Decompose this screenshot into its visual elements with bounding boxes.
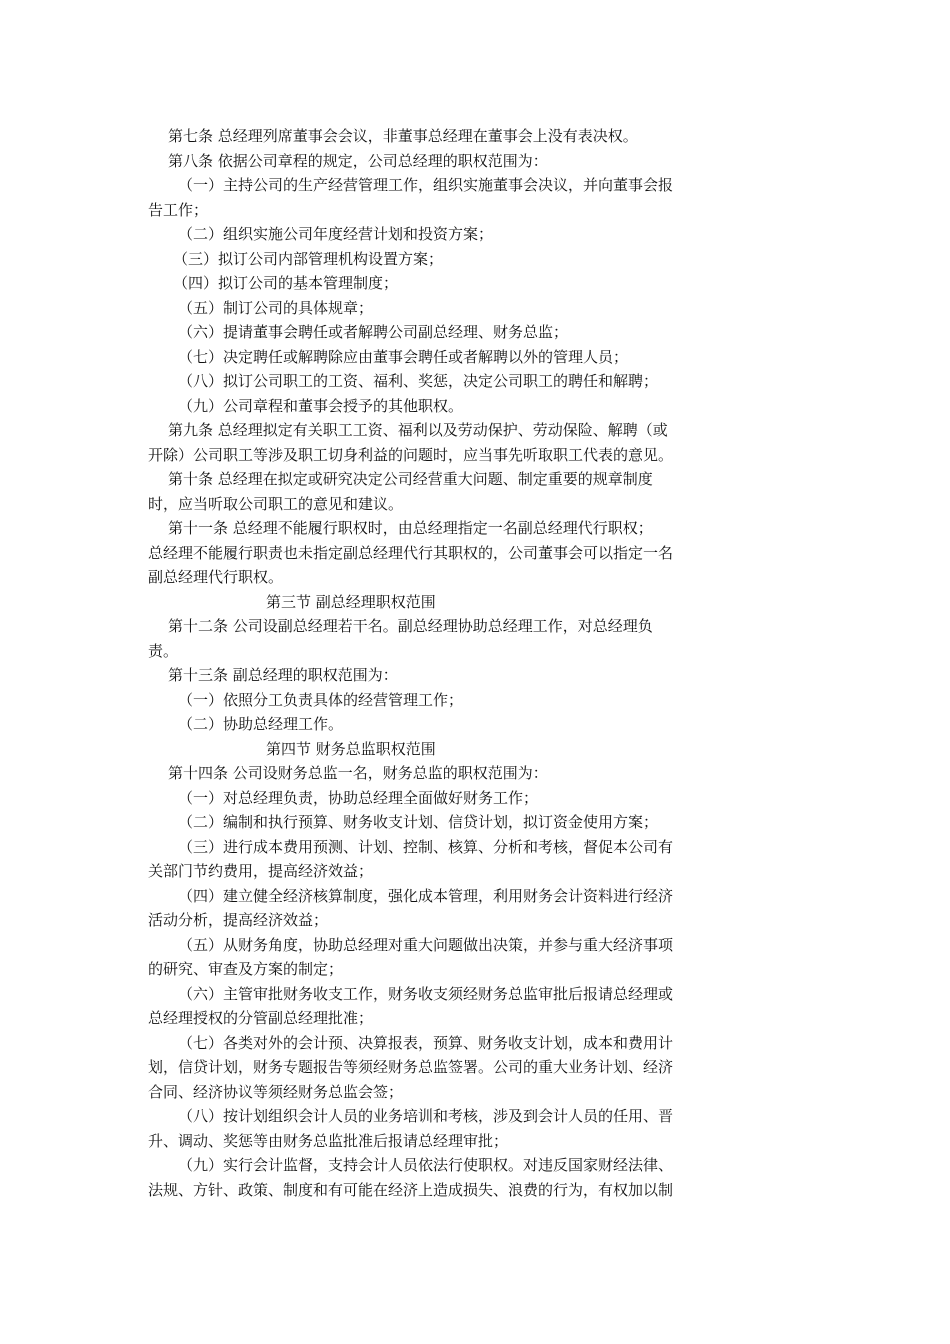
text-line: 法规、方针、政策、制度和有可能在经济上造成损失、浪费的行为，有权加以制 <box>148 1180 674 1199</box>
text-line: （七）决定聘任或解聘除应由董事会聘任或者解聘以外的管理人员； <box>178 347 629 366</box>
text-line: 升、调动、奖惩等由财务总监批准后报请总经理审批； <box>148 1131 509 1150</box>
text-line: （二）协助总经理工作。 <box>178 715 344 733</box>
text-line: 总经理授权的分管副总经理批准； <box>148 1009 374 1027</box>
text-line: （八）按计划组织会计人员的业务培训和考核，涉及到会计人员的任用、晋 <box>178 1107 674 1125</box>
document-page <box>148 124 748 1202</box>
text-line: （一）对总经理负责，协助总经理全面做好财务工作； <box>178 788 539 807</box>
text-line: 第八条 依据公司章程的规定，公司总经理的职权范围为： <box>168 151 548 170</box>
text-line: 第九条 总经理拟定有关职工工资、福利以及劳动保护、劳动保险、解聘（或 <box>168 421 668 439</box>
text-line: （二）组织实施公司年度经营计划和投资方案； <box>178 225 494 243</box>
text-line: 总经理不能履行职责也未指定副总经理代行其职权的，公司董事会可以指定一名 <box>148 543 674 562</box>
text-line: 活动分析，提高经济效益； <box>148 911 329 929</box>
text-line: 第十一条 总经理不能履行职权时，由总经理指定一名副总经理代行职权； <box>168 519 653 537</box>
text-line: （三）进行成本费用预测、计划、控制、核算、分析和考核，督促本公司有 <box>178 837 674 856</box>
text-line: （四）拟订公司的基本管理制度； <box>173 274 399 292</box>
text-line: （九）公司章程和董事会授予的其他职权。 <box>178 396 464 415</box>
text-line: 告工作； <box>148 200 209 219</box>
text-line: （六）主管审批财务收支工作，财务收支须经财务总监审批后报请总经理或 <box>178 984 674 1003</box>
text-line: 合同、经济协议等须经财务总监会签； <box>148 1082 404 1101</box>
text-line: （六）提请董事会聘任或者解聘公司副总经理、财务总监； <box>178 323 569 341</box>
text-line: （八）拟订公司职工的工资、福利、奖惩，决定公司职工的聘任和解聘； <box>178 372 659 390</box>
text-line: 第十三条 副总经理的职权范围为： <box>168 666 398 684</box>
text-line: 关部门节约费用，提高经济效益； <box>148 862 374 880</box>
text-line: （四）建立健全经济核算制度，强化成本管理，利用财务会计资料进行经济 <box>178 886 674 905</box>
text-line: （一）依照分工负责具体的经营管理工作； <box>178 690 464 709</box>
text-line: 划，信贷计划，财务专题报告等须经财务总监签署。公司的重大业务计划、经济 <box>148 1058 674 1076</box>
text-line: 第十条 总经理在拟定或研究决定公司经营重大问题、制定重要的规章制度 <box>168 470 653 488</box>
text-line: （五）从财务角度，协助总经理对重大问题做出决策，并参与重大经济事项 <box>178 935 674 954</box>
text-line: （九）实行会计监督，支持会计人员依法行使职权。对违反国家财经法律、 <box>178 1156 674 1174</box>
text-line: 第十四条 公司设财务总监一名，财务总监的职权范围为： <box>168 764 548 782</box>
text-line: （五）制订公司的具体规章； <box>178 298 374 317</box>
text-line: 开除）公司职工等涉及职工切身利益的问题时，应当事先听取职工代表的意见。 <box>148 445 674 464</box>
text-line: （一）主持公司的生产经营管理工作，组织实施董事会决议，并向董事会报 <box>178 176 674 194</box>
text-line: 的研究、审查及方案的制定； <box>148 960 344 978</box>
text-line: （七）各类对外的会计预、决算报表，预算、财务收支计划，成本和费用计 <box>178 1033 674 1052</box>
text-line: 第十二条 公司设副总经理若干名。副总经理协助总经理工作，对总经理负 <box>168 617 653 635</box>
text-line: （二）编制和执行预算、财务收支计划、信贷计划，拟订资金使用方案； <box>178 813 659 831</box>
text-line: 责。 <box>148 641 179 660</box>
text-line: 时，应当听取公司职工的意见和建议。 <box>148 494 404 513</box>
text-line: 第七条 总经理列席董事会会议，非董事总经理在董事会上没有表决权。 <box>168 127 638 145</box>
text-line: 副总经理代行职权。 <box>148 568 284 586</box>
section-heading: 第四节 财务总监职权范围 <box>266 739 436 758</box>
section-heading: 第三节 副总经理职权范围 <box>266 592 436 611</box>
text-line: （三）拟订公司内部管理机构设置方案； <box>173 249 444 268</box>
